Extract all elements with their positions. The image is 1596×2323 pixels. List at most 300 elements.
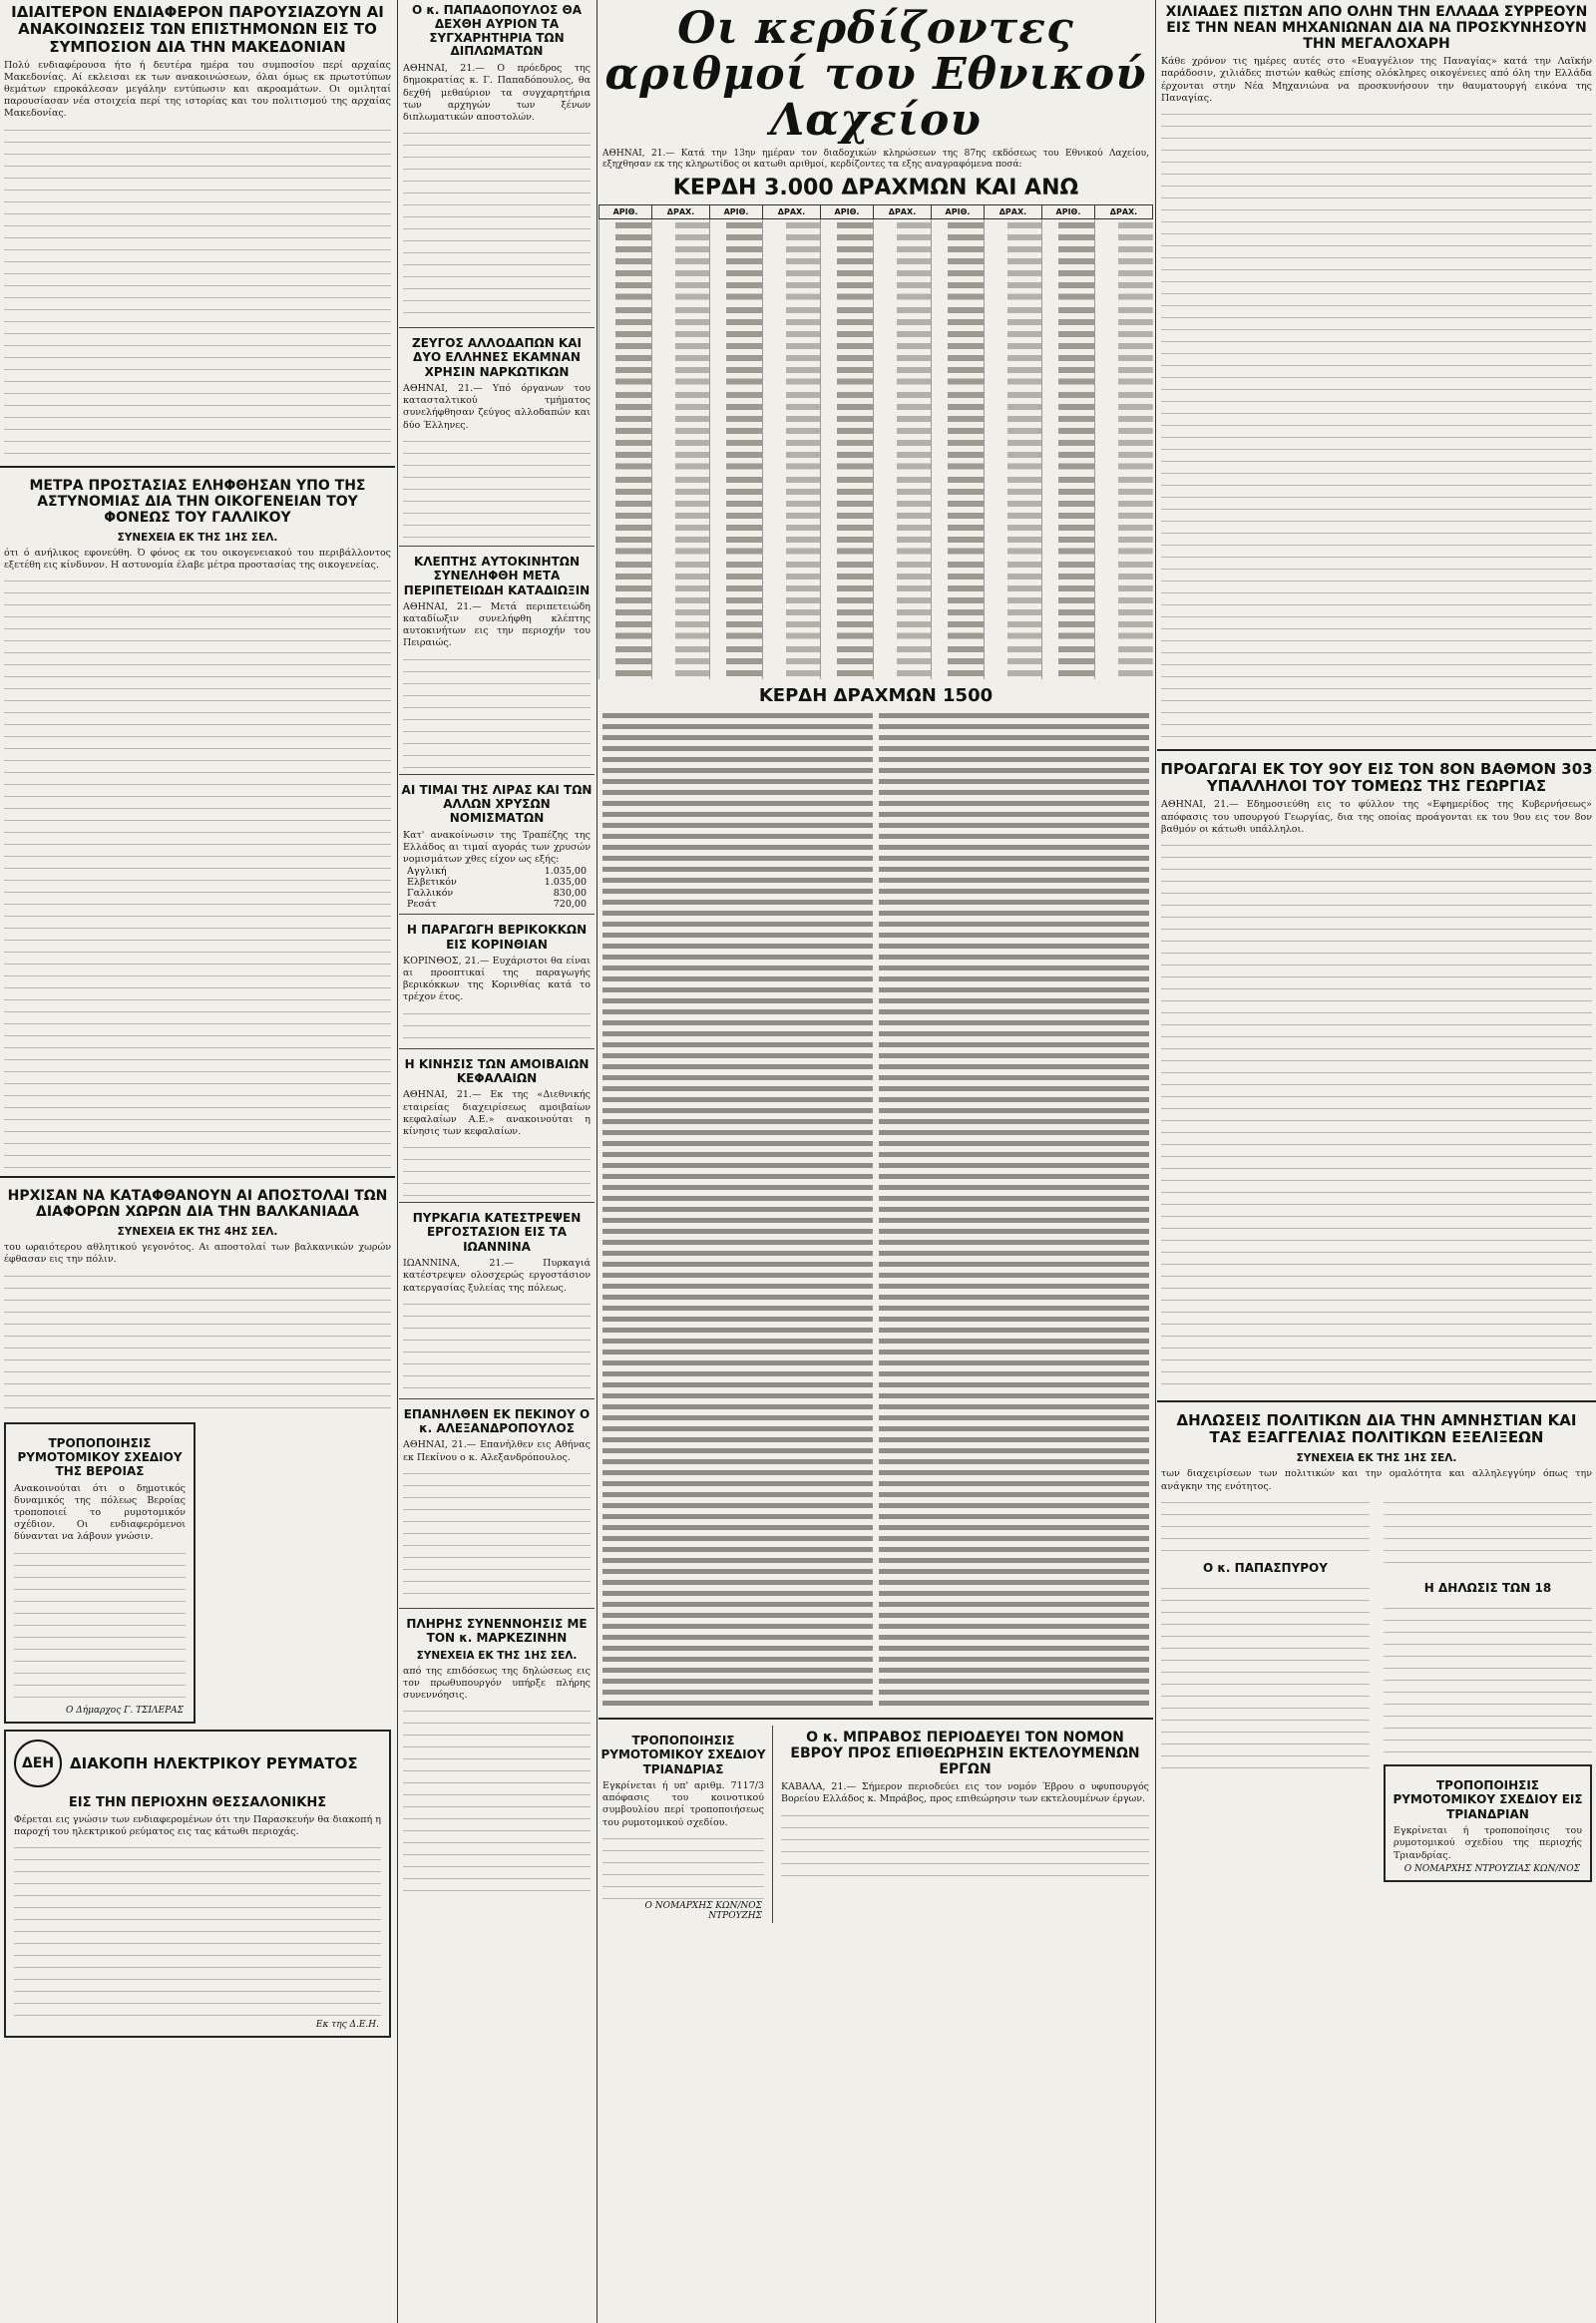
table-cell: [709, 376, 762, 388]
table-cell: [1041, 449, 1094, 461]
article-headline: ΙΔΙΑΙΤΕΡΟΝ ΕΝΔΙΑΦΕΡΟΝ ΠΑΡΟΥΣΙΑΖΟΥΝ ΑΙ ΑΝΑΚΟΙΝΩΣΕΙΣ ΤΩΝ ΕΠΙΣΤΗΜΟΝΩΝ ΕΙΣ ΤΟ ΣΥΜΠΟΣΙΟΝ ΔΙΑ ΤΗΝ ΜΑΚΕΔΟΝΙΑΝ: [11, 3, 384, 56]
article-headline: Η ΠΑΡΑΓΩΓΗ ΒΕΡΙΚΟΚΚΩΝ ΕΙΣ ΚΟΡΙΝΘΙΑΝ: [406, 923, 588, 952]
table-cell: [709, 364, 762, 376]
table-cell: [874, 243, 932, 255]
table-row: [599, 364, 1153, 376]
article-text-block: [1161, 1579, 1370, 1778]
table-cell: [820, 606, 873, 618]
table-cell: [709, 340, 762, 352]
table-cell: [931, 437, 984, 449]
bottom-article-2: [773, 1726, 1153, 1923]
article-headline: Ο κ. ΠΑΠΑΔΟΠΟΥΛΟΣ ΘΑ ΔΕΧΘΗ ΑΥΡΙΟΝ ΤΑ ΣΥΓΧΑΡΗΤΗΡΙΑ ΤΩΝ ΔΙΠΛΩΜΑΤΩΝ: [411, 3, 583, 59]
table-cell: [599, 606, 652, 618]
table-cell: [874, 510, 932, 522]
table-cell: [1041, 352, 1094, 364]
table-cell: [652, 655, 710, 667]
table-cell: [599, 243, 652, 255]
article-text-block: [1161, 105, 1592, 743]
table-cell: [931, 340, 984, 352]
rate-name: Αγγλική: [407, 866, 447, 878]
rate-row: [407, 866, 587, 877]
table-cell: [820, 425, 873, 437]
table-cell: [820, 594, 873, 606]
table-cell: [709, 486, 762, 498]
notice-text-block: [14, 1544, 186, 1704]
table-cell: [709, 279, 762, 291]
table-cell: [652, 571, 710, 582]
rate-name: Γαλλικόν: [407, 888, 454, 900]
table-cell: [985, 655, 1042, 667]
table-cell: [820, 243, 873, 255]
notice-title: ΤΡΟΠΟΠΟΙΗΣΙΣ ΡΥΜΟΤΟΜΙΚΟΥ ΣΧΕΔΙΟΥ ΤΗΣ ΒΕΡΟΙΑΣ: [17, 1435, 183, 1479]
table-cell: [1094, 571, 1152, 582]
table-cell: [652, 218, 710, 231]
table-row: [599, 389, 1153, 401]
table-cell: [763, 498, 821, 510]
power-cut-body: Φέρεται εις γνώσιν των ενδιαφερομένων ότι την Παρασκευήν θα διακοπή η παροχή του ηλεκτρικού ρεύματος εις τας κάτωθι περιοχάς.: [14, 1814, 381, 1838]
table-cell: [652, 643, 710, 655]
table-cell: [709, 316, 762, 328]
table-cell: [931, 352, 984, 364]
notice-title: ΤΡΟΠΟΠΟΙΗΣΙΣ ΡΥΜΟΤΟΜΙΚΟΥ ΣΧΕΔΙΟΥ ΕΙΣ ΤΡΙΑΝΔΡΙΑΝ: [1393, 1778, 1583, 1821]
table-cell: [1094, 630, 1152, 642]
table-cell: [599, 546, 652, 558]
table-cell: [652, 498, 710, 510]
table-cell: [1094, 255, 1152, 267]
table-cell: [874, 231, 932, 243]
table-cell: [985, 328, 1042, 340]
table-cell: [599, 437, 652, 449]
article-headline: ΧΙΛΙΑΔΕΣ ΠΙΣΤΩΝ ΑΠΟ ΟΛΗΝ ΤΗΝ ΕΛΛΑΔΑ ΣΥΡΡΕΟΥΝ ΕΙΣ ΤΗΝ ΝΕΑΝ ΜΗΧΑΝΙΩΝΑΝ ΔΙΑ ΝΑ ΠΡΟΣΚΥΝΗΣΟΥΝ ΤΗΝ ΜΕΓΑΛΟΧΑΡΗ: [1165, 4, 1588, 53]
table-cell: [1041, 474, 1094, 486]
table-cell: [763, 279, 821, 291]
table-cell: [763, 546, 821, 558]
table-cell: [820, 413, 873, 425]
table-cell: [709, 498, 762, 510]
table-cell: [820, 279, 873, 291]
article-text-block: [1384, 1599, 1592, 1758]
table-cell: [709, 522, 762, 534]
article-headline: ΔΗΛΩΣΕΙΣ ΠΟΛΙΤΙΚΩΝ ΔΙΑ ΤΗΝ ΑΜΝΗΣΤΙΑΝ ΚΑΙ ΤΑΣ ΕΞΑΓΓΕΛΙΑΣ ΠΟΛΙΤΙΚΩΝ ΕΞΕΛΙΞΕΩΝ: [1176, 1410, 1577, 1447]
table-cell: [599, 328, 652, 340]
article-body: ΑΘΗΝΑΙ, 21.— Υπό όργανων του κατασταλτικού τμήματος συνελήφθησαν ζεύγος αλλοδαπών και δύο Έλληνες.: [403, 383, 591, 431]
table-cell: [599, 559, 652, 571]
table-row: [599, 534, 1153, 546]
table-cell: [931, 655, 984, 667]
table-cell: [599, 498, 652, 510]
table-cell: [709, 267, 762, 279]
article-body: ΚΑΒΑΛΑ, 21.— Σήμερον περιοδεύει εις τον νομόν Έβρου ο υφυπουργός Βορείου Ελλάδος κ. Μπράβος, προς επιθεώρησιν των εκτελουμένων έργων.: [781, 1781, 1149, 1805]
table-cell: [1041, 606, 1094, 618]
column-header-amount: ΔΡΑΧ.: [1094, 204, 1152, 218]
table-row: [599, 449, 1153, 461]
table-cell: [820, 630, 873, 642]
table-cell: [931, 534, 984, 546]
column-header-amount: ΔΡΑΧ.: [985, 204, 1042, 218]
table-row: [599, 231, 1153, 243]
table-cell: [763, 437, 821, 449]
column-header-number: ΑΡΙΘ.: [709, 204, 762, 218]
table-cell: [1041, 522, 1094, 534]
column-4: [1157, 0, 1596, 2323]
notice-signature: Ο Δήμαρχος Γ. ΤΣΙΛΕΡΑΣ: [66, 1705, 184, 1716]
table-cell: [652, 255, 710, 267]
table-cell: [763, 267, 821, 279]
table-cell: [709, 630, 762, 642]
column-header-number: ΑΡΙΘ.: [1041, 204, 1094, 218]
table-cell: [931, 364, 984, 376]
table-cell: [652, 449, 710, 461]
table-cell: [652, 594, 710, 606]
table-cell: [652, 316, 710, 328]
table-cell: [820, 643, 873, 655]
table-cell: [820, 401, 873, 413]
table-cell: [874, 474, 932, 486]
table-cell: [931, 279, 984, 291]
table-cell: [874, 218, 932, 231]
article-text-block: [403, 1138, 591, 1198]
table-cell: [652, 486, 710, 498]
table-cell: [709, 255, 762, 267]
table-cell: [931, 594, 984, 606]
table-cell: [820, 352, 873, 364]
article-body: ΑΘΗΝΑΙ, 21.— Επανήλθεν εις Αθήνας εκ Πεκίνου ο κ. Αλεξανδρόπουλος.: [403, 1439, 591, 1463]
table-cell: [763, 243, 821, 255]
lottery-section: [598, 0, 1153, 2323]
table-row: [599, 643, 1153, 655]
column-header-amount: ΔΡΑΧ.: [763, 204, 821, 218]
table-cell: [599, 474, 652, 486]
table-cell: [874, 328, 932, 340]
table-cell: [709, 352, 762, 364]
table-cell: [985, 474, 1042, 486]
article-headline: ΜΕΤΡΑ ΠΡΟΣΤΑΣΙΑΣ ΕΛΗΦΘΗΣΑΝ ΥΠΟ ΤΗΣ ΑΣΤΥΝΟΜΙΑΣ ΔΙΑ ΤΗΝ ΟΙΚΟΓΕΝΕΙΑΝ ΤΟΥ ΦΟΝΕΩΣ ΤΟΥ ΓΑΛΛΙΚΟΥ: [29, 477, 366, 526]
table-cell: [763, 328, 821, 340]
table-cell: [652, 534, 710, 546]
notice-body: Εγκρίνεται ή τροποποίησις του ρυμοτομικού σχεδίου της περιοχής Τριανδρίας.: [1394, 1825, 1582, 1861]
table-cell: [820, 316, 873, 328]
article-headline: ΠΡΟΑΓΩΓΑΙ ΕΚ ΤΟΥ 9ΟΥ ΕΙΣ ΤΟΝ 8ΟΝ ΒΑΘΜΟΝ 303 ΥΠΑΛΛΗΛΟΙ ΤΟΥ ΤΟΜΕΩΣ ΤΗΣ ΓΕΩΡΓΙΑΣ: [1160, 759, 1593, 796]
table-cell: [985, 630, 1042, 642]
table-cell: [931, 218, 984, 231]
table-cell: [931, 255, 984, 267]
table-cell: [931, 582, 984, 594]
table-cell: [1041, 401, 1094, 413]
table-cell: [985, 364, 1042, 376]
table-cell: [1094, 559, 1152, 571]
table-cell: [985, 559, 1042, 571]
table-cell: [599, 267, 652, 279]
article-headline: ΖΕΥΓΟΣ ΑΛΛΟΔΑΠΩΝ ΚΑΙ ΔΥΟ ΕΛΛΗΝΕΣ ΕΚΑΜΝΑΝ ΧΡΗΣΙΝ ΝΑΡΚΩΤΙΚΩΝ: [412, 335, 582, 379]
table-cell: [1041, 534, 1094, 546]
table-cell: [1041, 255, 1094, 267]
prize-3000-title: ΚΕΡΔΗ 3.000 ΔΡΑΧΜΩΝ ΚΑΙ ΑΝΩ: [672, 175, 1079, 200]
table-cell: [1094, 643, 1152, 655]
table-cell: [1094, 606, 1152, 618]
table-row: [599, 655, 1153, 667]
lottery-intro: ΑΘΗΝΑΙ, 21.— Κατά την 13ην ημέραν τον διαδοχικών κληρώσεων της 87ης εκδόσεως του Εθνικού Λαχείου, εξηχθησαν εκ της κληρωτίδος οι κατωθι αριθμοί, κερδίζοντες τα εξης αναγραφόμενα ποσά:: [602, 148, 1149, 171]
column-header-amount: ΔΡΑΧ.: [652, 204, 710, 218]
column-header-number: ΑΡΙΘ.: [820, 204, 873, 218]
table-cell: [931, 618, 984, 630]
table-cell: [709, 643, 762, 655]
table-cell: [931, 643, 984, 655]
table-cell: [874, 449, 932, 461]
table-cell: [1041, 279, 1094, 291]
continued-kicker: ΣΥΝΕΧΕΙΑ ΕΚ ΤΗΣ 1ΗΣ ΣΕΛ.: [1296, 1452, 1457, 1465]
table-cell: [874, 546, 932, 558]
table-cell: [874, 425, 932, 437]
table-cell: [931, 389, 984, 401]
table-cell: [1041, 231, 1094, 243]
table-cell: [1041, 643, 1094, 655]
table-cell: [1094, 498, 1152, 510]
article-body: των διαχειρίσεων των πολιτικών και την ομαλότητα και αλληλεγγύην όπως την ανάγκην της ενότητος.: [1161, 1468, 1592, 1492]
table-cell: [1094, 389, 1152, 401]
article-text-block: [403, 124, 591, 323]
article-body: ΚΟΡΙΝΘΟΣ, 21.— Ευχάριστοι θα είναι αι προοπτικαί της παραγωγής βερικόκκων της Κορινθίας κατά το τρέχον έτος.: [403, 955, 591, 1003]
table-cell: [820, 328, 873, 340]
table-cell: [1094, 352, 1152, 364]
article-body: Εγκρίνεται ή υπ' αριθμ. 7117/3 απόφασις του κοινοτικού συμβουλίου περί τροποποιήσεως του ρυμοτομικού σχεδίου.: [602, 1780, 764, 1828]
article-headline: ΠΥΡΚΑΓΙΑ ΚΑΤΕΣΤΡΕΨΕΝ ΕΡΓΟΣΤΑΣΙΟΝ ΕΙΣ ΤΑ ΙΩΑΝΝΙΝΑ: [412, 1211, 582, 1254]
table-cell: [1041, 486, 1094, 498]
table-cell: [1094, 376, 1152, 388]
article-text-block: [1161, 836, 1592, 1394]
article-text-block: [403, 650, 591, 770]
table-cell: [763, 559, 821, 571]
table-cell: [599, 594, 652, 606]
lottery-title: Οι κερδίζοντες αριθμοί του Εθνικού Λαχείου: [604, 3, 1147, 147]
table-row: [599, 461, 1153, 473]
table-cell: [931, 401, 984, 413]
table-cell: [874, 340, 932, 352]
table-cell: [874, 291, 932, 303]
table-cell: [874, 413, 932, 425]
table-row: [599, 376, 1153, 388]
table-cell: [874, 267, 932, 279]
table-cell: [1041, 218, 1094, 231]
table-cell: [1041, 655, 1094, 667]
article-text-block: [403, 1702, 591, 1901]
rate-row: [407, 877, 587, 888]
table-cell: [709, 328, 762, 340]
article-text-block: [1161, 1493, 1370, 1553]
table-cell: [1094, 437, 1152, 449]
article-headline: ΑΙ ΤΙΜΑΙ ΤΗΣ ΛΙΡΑΣ ΚΑΙ ΤΩΝ ΑΛΛΩΝ ΧΡΥΣΩΝ ΝΟΜΙΣΜΑΤΩΝ: [401, 782, 593, 826]
rate-row: [407, 888, 587, 899]
table-cell: [599, 522, 652, 534]
table-cell: [599, 643, 652, 655]
table-cell: [763, 667, 821, 679]
table-row: [599, 413, 1153, 425]
article-body: του ωραιότερου αθλητικού γεγονότος. Αι αποστολαί των βαλκανικών χωρών έφθασαν εις την πόλιν.: [4, 1242, 391, 1266]
table-row: [599, 304, 1153, 316]
table-cell: [985, 582, 1042, 594]
power-cut-notice: [4, 1730, 391, 2039]
power-cut-title: ΔΙΑΚΟΠΗ ΗΛΕΚΤΡΙΚΟΥ ΡΕΥΜΑΤΟΣ: [70, 1753, 358, 1772]
column-header-number: ΑΡΙΘ.: [931, 204, 984, 218]
article-body: ΑΘΗΝΑΙ, 21.— Εκ της «Διεθνικής εταιρείας διαχειρίσεως αμοιβαίων κεφαλαίων Α.Ε.» ανακοινούται η κίνησις των κεφαλαίων.: [403, 1089, 591, 1137]
table-cell: [1094, 267, 1152, 279]
prize-1500-numbers-left: [602, 710, 873, 1708]
table-cell: [763, 582, 821, 594]
article-text-block: [403, 1464, 591, 1604]
table-cell: [1094, 461, 1152, 473]
table-cell: [652, 231, 710, 243]
table-cell: [820, 218, 873, 231]
table-cell: [985, 243, 1042, 255]
table-cell: [931, 304, 984, 316]
article-headline: ΚΛΕΠΤΗΣ ΑΥΤΟΚΙΝΗΤΩΝ ΣΥΝΕΛΗΦΘΗ ΜΕΤΑ ΠΕΡΙΠΕΤΕΙΩΔΗ ΚΑΤΑΔΙΩΞΙΝ: [403, 554, 591, 597]
table-cell: [599, 352, 652, 364]
table-cell: [1041, 425, 1094, 437]
table-cell: [1094, 510, 1152, 522]
table-cell: [985, 304, 1042, 316]
table-cell: [874, 376, 932, 388]
table-cell: [931, 267, 984, 279]
table-cell: [599, 376, 652, 388]
table-cell: [709, 474, 762, 486]
table-cell: [1094, 546, 1152, 558]
table-cell: [820, 364, 873, 376]
table-cell: [599, 218, 652, 231]
table-cell: [985, 425, 1042, 437]
table-cell: [763, 376, 821, 388]
table-cell: [1094, 316, 1152, 328]
table-cell: [709, 304, 762, 316]
table-cell: [985, 534, 1042, 546]
table-cell: [931, 461, 984, 473]
table-cell: [820, 534, 873, 546]
table-cell: [1094, 291, 1152, 303]
power-cut-text-block: [14, 1838, 381, 2018]
table-cell: [985, 643, 1042, 655]
table-row: [599, 498, 1153, 510]
table-cell: [931, 413, 984, 425]
table-cell: [763, 510, 821, 522]
article-text-block: [602, 1829, 764, 1899]
table-cell: [709, 389, 762, 401]
dei-logo: ΔΕΗ: [14, 1740, 62, 1787]
table-cell: [1094, 582, 1152, 594]
table-cell: [1094, 486, 1152, 498]
table-cell: [931, 316, 984, 328]
table-cell: [652, 291, 710, 303]
table-cell: [931, 630, 984, 642]
table-cell: [652, 328, 710, 340]
table-cell: [763, 571, 821, 582]
table-cell: [1041, 364, 1094, 376]
continued-kicker: ΣΥΝΕΧΕΙΑ ΕΚ ΤΗΣ 4ΗΣ ΣΕΛ.: [117, 1226, 278, 1239]
table-row: [599, 401, 1153, 413]
article-body: ΑΘΗΝΑΙ, 21.— Ο πρόεδρος της δημοκρατίας κ. Γ. Παπαδόπουλος, θα δεχθή μεθαύριον τα συγχαρητήρια των αρχηγών των ξένων διπλωματικών αποστολών.: [403, 63, 591, 123]
table-cell: [709, 218, 762, 231]
table-cell: [763, 643, 821, 655]
table-cell: [820, 389, 873, 401]
table-cell: [652, 304, 710, 316]
table-cell: [1094, 534, 1152, 546]
table-cell: [652, 401, 710, 413]
table-cell: [652, 376, 710, 388]
table-row: [599, 437, 1153, 449]
table-row: [599, 474, 1153, 486]
table-row: [599, 218, 1153, 231]
table-cell: [763, 474, 821, 486]
table-cell: [709, 510, 762, 522]
table-cell: [985, 437, 1042, 449]
table-cell: [931, 510, 984, 522]
column-1: [0, 0, 395, 2323]
table-row: [599, 316, 1153, 328]
article-text-block: [403, 1295, 591, 1394]
table-cell: [1094, 449, 1152, 461]
table-cell: [599, 534, 652, 546]
table-cell: [820, 340, 873, 352]
prize-1500-numbers-right: [879, 710, 1149, 1708]
table-cell: [763, 316, 821, 328]
table-cell: [1041, 571, 1094, 582]
table-cell: [820, 449, 873, 461]
table-cell: [1041, 389, 1094, 401]
table-row: [599, 559, 1153, 571]
table-cell: [599, 667, 652, 679]
table-cell: [652, 352, 710, 364]
table-row: [599, 340, 1153, 352]
prize-3000-table: [598, 204, 1153, 679]
table-cell: [1041, 413, 1094, 425]
table-cell: [1094, 425, 1152, 437]
table-cell: [763, 534, 821, 546]
table-cell: [985, 352, 1042, 364]
table-cell: [874, 352, 932, 364]
table-cell: [652, 340, 710, 352]
table-cell: [709, 425, 762, 437]
table-cell: [652, 618, 710, 630]
table-cell: [599, 291, 652, 303]
table-cell: [1041, 618, 1094, 630]
table-cell: [820, 582, 873, 594]
table-row: [599, 667, 1153, 679]
table-cell: [763, 413, 821, 425]
table-row: [599, 291, 1153, 303]
table-cell: [763, 655, 821, 667]
table-cell: [985, 401, 1042, 413]
table-cell: [709, 655, 762, 667]
notice-box: [4, 1422, 196, 1724]
table-cell: [599, 618, 652, 630]
table-cell: [709, 461, 762, 473]
table-cell: [931, 667, 984, 679]
table-cell: [763, 304, 821, 316]
table-cell: [652, 522, 710, 534]
table-cell: [709, 449, 762, 461]
article-body: Κάθε χρόνον τις ημέρες αυτές στο «Ευαγγέλιον της Παναγίας» κατά την Λαϊκήν παράδοσιν, χιλιάδες πιστών καθώς επίσης ολόκληρες οικογένειες από όλη την Ελλάδα έρχονται στην Νέα Μηχανιώνα να προσκυνήσουν την θαυματουργή εικόνα της Παναγίας.: [1161, 56, 1592, 104]
table-cell: [874, 461, 932, 473]
table-cell: [763, 461, 821, 473]
table-cell: [709, 231, 762, 243]
table-cell: [652, 667, 710, 679]
table-cell: [763, 401, 821, 413]
table-cell: [763, 425, 821, 437]
bottom-notice-1: [598, 1726, 773, 1923]
table-row: [599, 618, 1153, 630]
rate-row: [407, 899, 587, 910]
table-cell: [709, 571, 762, 582]
table-row: [599, 510, 1153, 522]
table-cell: [1094, 401, 1152, 413]
article-headline: ΗΡΧΙΣΑΝ ΝΑ ΚΑΤΑΦΘΑΝΟΥΝ ΑΙ ΑΠΟΣΤΟΛΑΙ ΤΩΝ ΔΙΑΦΟΡΩΝ ΧΩΡΩΝ ΔΙΑ ΤΗΝ ΒΑΛΚΑΝΙΑΔΑ: [7, 1188, 388, 1221]
